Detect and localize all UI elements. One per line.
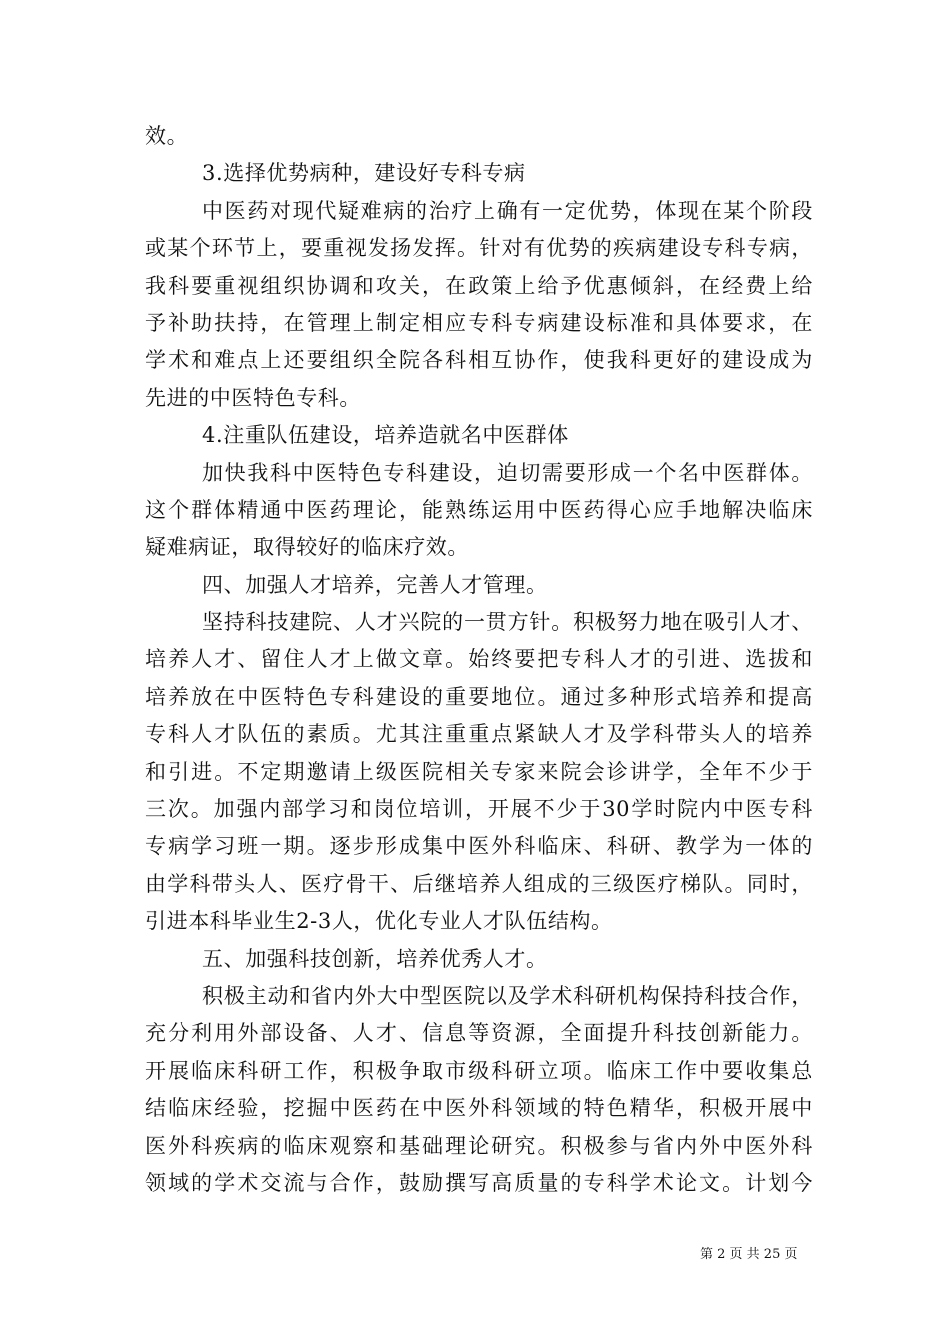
- section-heading: 五、加强科技创新，培养优秀人才。: [202, 946, 548, 971]
- paragraph-first-line: 加快我科中医特色专科建设，迫切需要形成一个名中医群体。: [202, 460, 813, 485]
- paragraph-first-line: 坚持科技建院、人才兴院的一贯方针。积极努力地在吸引人才、: [202, 610, 813, 635]
- text-line: 培养人才、留住人才上做文章。始终要把专科人才的引进、选拔和: [145, 647, 813, 672]
- text-line: 我科要重视组织协调和攻关，在政策上给予优惠倾斜，在经费上给: [145, 273, 813, 298]
- section-heading: 3.选择优势病种，建设好专科专病: [202, 161, 526, 186]
- text-line: 或某个环节上，要重视发扬发挥。针对有优势的疾病建设专科专病，: [145, 236, 813, 261]
- text-line: 开展临床科研工作，积极争取市级科研立项。临床工作中要收集总: [145, 1058, 813, 1083]
- text-line: 医外科疾病的临床观察和基础理论研究。积极参与省内外中医外科: [145, 1133, 813, 1158]
- text-line: 领域的学术交流与合作，鼓励撰写高质量的专科学术论文。计划今: [145, 1170, 813, 1195]
- body-text: [145, 118, 813, 1202]
- paragraph-first-line: 积极主动和省内外大中型医院以及学术科研机构保持科技合作，: [202, 983, 813, 1008]
- page-number: 第 2 页 共 25 页: [700, 1247, 798, 1262]
- text-line: 三次。加强内部学习和岗位培训，开展不少于30学时院内中医专科: [145, 797, 813, 822]
- text-line: 疑难病证，取得较好的临床疗效。: [145, 535, 469, 560]
- text-line: 结临床经验，挖掘中医药在中医外科领域的特色精华，积极开展中: [145, 1096, 813, 1121]
- text-line: 学术和难点上还要组织全院各科相互协作，使我科更好的建设成为: [145, 348, 813, 373]
- text-line: 充分利用外部设备、人才、信息等资源，全面提升科技创新能力。: [145, 1021, 813, 1046]
- paragraph-first-line: 中医药对现代疑难病的治疗上确有一定优势，体现在某个阶段: [202, 198, 813, 223]
- text-line: 先进的中医特色专科。: [145, 385, 361, 410]
- section-heading: 4.注重队伍建设，培养造就名中医群体: [202, 423, 569, 448]
- text-line: 和引进。不定期邀请上级医院相关专家来院会诊讲学，全年不少于: [145, 759, 813, 784]
- text-line: 这个群体精通中医药理论，能熟练运用中医药得心应手地解决临床: [145, 497, 813, 522]
- text-line: 由学科带头人、医疗骨干、后继培养人组成的三级医疗梯队。同时，: [145, 871, 813, 896]
- text-line: 培养放在中医特色专科建设的重要地位。通过多种形式培养和提高: [145, 684, 813, 709]
- text-line: 引进本科毕业生2-3人，优化专业人才队伍结构。: [145, 909, 613, 934]
- text-line: 专科人才队伍的素质。尤其注重重点紧缺人才及学科带头人的培养: [145, 722, 813, 747]
- text-line: 效。: [145, 124, 189, 148]
- text-line: 专病学习班一期。逐步形成集中医外科临床、科研、教学为一体的: [145, 834, 813, 859]
- section-heading: 四、加强人才培养，完善人才管理。: [202, 572, 548, 597]
- text-line: 予补助扶持，在管理上制定相应专科专病建设标准和具体要求，在: [145, 310, 813, 335]
